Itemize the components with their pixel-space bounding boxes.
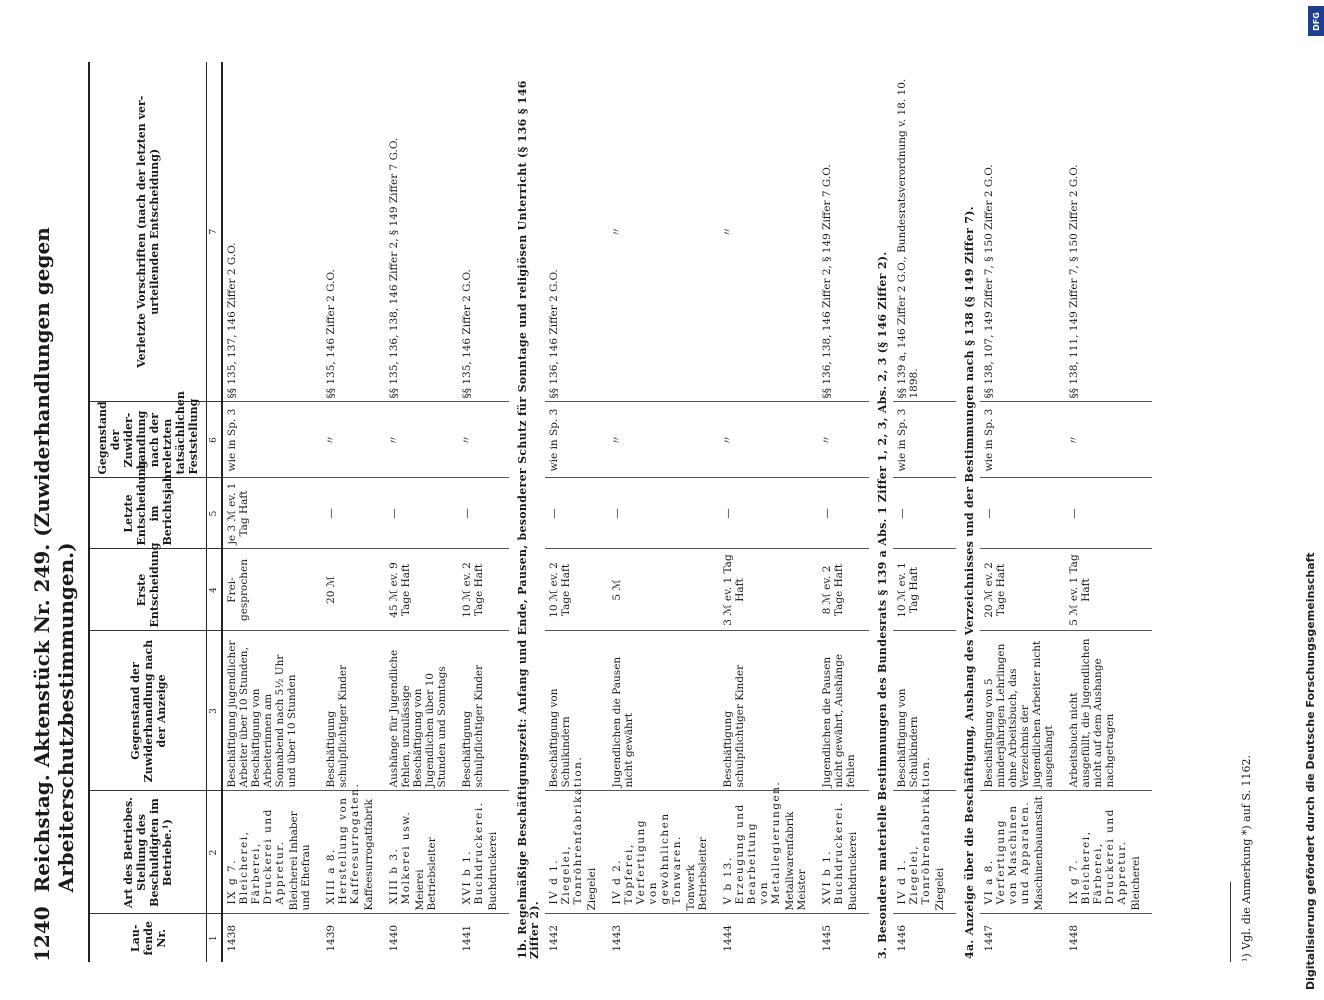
row-nr: 1448 xyxy=(1068,924,1080,952)
industry-label: XVI b 1. Buchdruckerei. xyxy=(461,801,485,905)
row-nr: 1444 xyxy=(722,924,734,952)
row-betrieb xyxy=(818,791,869,914)
row-offense: Beschäftigung von Schulkindern xyxy=(893,631,956,791)
row-nr: 1440 xyxy=(388,924,400,952)
row-nr: 1441 xyxy=(461,924,473,952)
row-fact: 〃 xyxy=(322,402,385,478)
row-law: §§ 138, 107, 149 Ziffer 7, § 150 Ziffer 2 G.O. xyxy=(980,62,1065,402)
row-last: — xyxy=(719,478,818,549)
row-first: 20 ℳ ev. 2 Tage Haft xyxy=(980,549,1065,631)
table-row xyxy=(719,62,818,962)
table-row xyxy=(385,62,458,962)
industry-label: IV d 1. Ziegelei, Tonröhrenfabrikation. xyxy=(896,755,932,905)
industry-label: IX g 7. Bleicherei, Färberei, Druckerei und Appretur. xyxy=(1068,808,1128,905)
row-nr: 1439 xyxy=(325,924,337,952)
col-header-vorschriften: Verletzte Vorschriften (nach der letzten ver-urteilenden Entscheidung) xyxy=(89,62,207,402)
person-label: Metallwarenfabrik Meister xyxy=(784,811,808,911)
section-heading-4: 4a. Anzeige über die Beschäftigung, Aushang des Verzeichnisses und der Bestimmungen nach § 138 (§ 149 Ziffer 7). xyxy=(963,206,976,959)
row-nr: 1445 xyxy=(821,924,833,952)
row-fact: 〃 xyxy=(719,402,818,478)
row-fact: wie in Sp. 3 xyxy=(545,402,608,478)
row-law: §§ 139 a, 146 Ziffer 2 G.O., Bundesratsverordnung v. 18. 10. 1898. xyxy=(893,62,956,402)
col-num: 4 xyxy=(207,549,223,631)
person-label: Ziegelei xyxy=(934,867,946,911)
col-header-letzte: Letzte Entscheidung im Berichtsjahre xyxy=(89,478,207,549)
column-number-row xyxy=(207,62,223,962)
table-row xyxy=(1065,62,1152,962)
row-first: 3 ℳ ev. 1 Tag Haft xyxy=(719,549,818,631)
industry-label: XIII a 8. Herstellung von Kaffeesurrogaten. xyxy=(325,782,361,905)
row-offense: Beschäftigung schulpflichtiger Kinder xyxy=(322,631,385,791)
row-first: 8 ℳ ev. 2 Tage Haft xyxy=(818,549,869,631)
row-nr: 1446 xyxy=(896,924,908,952)
table-row xyxy=(980,62,1065,962)
row-first: 45 ℳ ev. 9 Tage Haft xyxy=(385,549,458,631)
row-offense: Aushänge für Jugendliche fehlen, unzulässige Beschäftigung von Jugendlichen über 10 Stunden und Sonntags xyxy=(385,631,458,791)
row-fact: 〃 xyxy=(818,402,869,478)
row-first: 5 ℳ ev. 1 Tag Haft xyxy=(1065,549,1152,631)
row-last: — xyxy=(385,478,458,549)
row-last: — xyxy=(608,478,719,549)
row-law: §§ 135, 146 Ziffer 2 G.O. xyxy=(458,62,509,402)
footnote-rule xyxy=(1230,882,1231,962)
row-law: §§ 135, 137, 146 Ziffer 2 G.O. xyxy=(222,62,322,402)
row-betrieb xyxy=(458,791,509,914)
row-law: 〃 xyxy=(608,62,719,402)
row-first: 20 ℳ xyxy=(322,549,385,631)
row-fact: wie in Sp. 3 xyxy=(980,402,1065,478)
row-offense: Jugendlichen die Pausen nicht gewährt, Aushänge fehlen xyxy=(818,631,869,791)
row-first: 10 ℳ ev. 2 Tage Haft xyxy=(458,549,509,631)
row-last: je 3 ℳ ev. 1 Tag Haft xyxy=(222,478,322,549)
industry-label: V b 13. Erzeugung und Bearbeitung von Metallegierungen. xyxy=(722,780,782,905)
col-header-betrieb: Art des Betriebes. Stellung des Beschuldigten im Betriebe.¹) xyxy=(89,791,207,914)
table-row xyxy=(458,62,509,962)
row-last: — xyxy=(322,478,385,549)
industry-label: XVI b 1. Buchdruckerei. xyxy=(821,801,845,905)
table-row xyxy=(893,62,956,962)
person-label: Buchdruckerei xyxy=(847,831,859,911)
row-last: — xyxy=(458,478,509,549)
row-nr: 1443 xyxy=(611,924,623,952)
row-betrieb xyxy=(385,791,458,914)
row-offense: Beschäftigung jugendlicher Arbeiter über 10 Stunden, Beschäftigung von Arbeiterinnen am Sonnabend nach 5½ Uhr und über 10 Stunden xyxy=(222,631,322,791)
row-last: — xyxy=(893,478,956,549)
rotated-document-page xyxy=(30,62,1270,962)
row-betrieb xyxy=(545,755,608,914)
table-row xyxy=(222,62,322,962)
col-num: 1 xyxy=(207,914,223,962)
col-header-feststellung: Gegenstand der Zuwider-handlung nach der letzten tatsächlichen Feststellung xyxy=(89,402,207,478)
running-title: Reichstag. Aktenstück Nr. 249. (Zuwiderhandlungen gegen Arbeiterschutzbestimmungen.) xyxy=(30,227,78,893)
person-label: Bleicherei xyxy=(1130,856,1142,911)
col-num: 2 xyxy=(207,791,223,914)
row-law: §§ 136, 138, 146 Ziffer 2, § 149 Ziffer 7 G.O. xyxy=(818,62,869,402)
row-law: §§ 135, 146 Ziffer 2 G.O. xyxy=(322,62,385,402)
page-number: 1240 xyxy=(30,906,54,962)
row-betrieb xyxy=(893,755,956,914)
row-offense: Beschäftigung von Schulkindern xyxy=(545,631,608,791)
person-label: Ziegelei xyxy=(586,867,598,911)
col-header-nr: Lau-fende Nr. xyxy=(89,914,207,962)
row-fact: 〃 xyxy=(385,402,458,478)
row-offense: Jugendlichen die Pausen nicht gewährt xyxy=(608,631,719,791)
row-last: — xyxy=(1065,478,1152,549)
column-header-row xyxy=(89,62,207,962)
table-row xyxy=(608,62,719,962)
industry-label: IV d 2. Töpferei, Verfertigung von gewöhnlichen Tonwaren. xyxy=(611,812,683,905)
row-nr: 1442 xyxy=(548,924,560,952)
row-offense: Beschäftigung schulpflichtiger Kinder xyxy=(719,631,818,791)
violations-table xyxy=(88,62,1152,962)
industry-label: IX g 7. Bleicherei, Färberei, Druckerei und Appretur. xyxy=(226,808,286,905)
row-law: §§ 138, 111, 149 Ziffer 7, § 150 Ziffer 2 G.O. xyxy=(1065,62,1152,402)
row-betrieb xyxy=(980,791,1065,914)
section-heading-3: 3. Besondere materielle Bestimmungen des Bundesrats § 139 a Abs. 1 Ziffer 1, 2, 3, Abs. 2, 3 (§ 146 Ziffer 2). xyxy=(876,251,889,959)
person-label: Kaffeesurrogatfabrik xyxy=(363,799,375,911)
table-row xyxy=(818,62,869,962)
row-betrieb xyxy=(608,791,719,914)
row-law: §§ 135, 136, 138, 146 Ziffer 2, § 149 Ziffer 7 G.O. xyxy=(385,62,458,402)
row-betrieb xyxy=(719,780,818,914)
row-last: — xyxy=(980,478,1065,549)
table-row xyxy=(322,62,385,962)
industry-label: IV d 1. Ziegelei, Tonröhrenfabrikation. xyxy=(548,755,584,905)
row-law: 〃 xyxy=(719,62,818,402)
col-num: 6 xyxy=(207,402,223,478)
col-header-gegenstand: Gegenstand der Zuwiderhandlung nach der Anzeige xyxy=(89,631,207,791)
row-fact: wie in Sp. 3 xyxy=(222,402,322,478)
table-row xyxy=(545,62,608,962)
row-first: Frei-gesprochen xyxy=(222,549,322,631)
section-heading xyxy=(956,62,980,962)
row-betrieb xyxy=(322,782,385,914)
digitization-credit: Digitalisierung gefördert durch die Deutsche Forschungsgemeinschaft xyxy=(1304,552,1317,990)
row-nr: 1447 xyxy=(983,924,995,952)
person-label: Bleicherei Inhaber und Ehefrau xyxy=(288,811,312,911)
row-fact: 〃 xyxy=(458,402,509,478)
row-betrieb xyxy=(1065,791,1152,914)
page-header xyxy=(30,62,78,962)
industry-label: XIII b 3. Molkerei usw. xyxy=(388,810,412,905)
section-heading xyxy=(509,62,545,962)
footnote: ¹) Vgl. die Anmerkung *) auf S. 1162. xyxy=(1240,755,1253,962)
row-offense: Arbeitsbuch nicht ausgefüllt, die Jugendlichen nicht auf dem Aushange nachgetragen xyxy=(1065,631,1152,791)
dfg-logo-text: DFG xyxy=(1311,11,1321,31)
row-nr: 1438 xyxy=(226,924,238,952)
industry-label: VI a 8. Verfertigung von Maschinen und Apparaten. xyxy=(983,800,1031,905)
row-first: 5 ℳ xyxy=(608,549,719,631)
row-offense: Beschäftigung schulpflichtiger Kinder xyxy=(458,631,509,791)
row-fact: 〃 xyxy=(608,402,719,478)
person-label: Buchdruckerei xyxy=(487,831,499,911)
row-fact: 〃 xyxy=(1065,402,1152,478)
col-num: 3 xyxy=(207,631,223,791)
row-last: — xyxy=(818,478,869,549)
person-label: Maschinenbauanstalt xyxy=(1033,796,1045,911)
col-header-erste: Erste Entscheidung xyxy=(89,549,207,631)
row-law: §§ 136, 146 Ziffer 2 G.O. xyxy=(545,62,608,402)
row-first: 10 ℳ ev. 2 Tage Haft xyxy=(545,549,608,631)
row-betrieb xyxy=(222,791,322,914)
section-heading xyxy=(869,62,893,962)
person-label: Tonwerk Betriebsleiter xyxy=(685,837,709,911)
section-heading-b: 1b. Regelmäßige Beschäftigungszeit: Anfang und Ende, Pausen, besonderer Schutz für Sonntage und religiösen Unterricht (§ 136 § 146 Ziffer 2). xyxy=(516,80,541,959)
row-last: — xyxy=(545,478,608,549)
col-num: 5 xyxy=(207,478,223,549)
row-first: 10 ℳ ev. 1 Tag Haft xyxy=(893,549,956,631)
person-label: Meierei Betriebsleiter xyxy=(414,837,438,911)
row-offense: Beschäftigung von 5 minderjährigen Lehrlingen ohne Arbeitsbuch, das Verzeichnis der jugendlichen Arbeiter nicht ausgehängt xyxy=(980,631,1065,791)
dfg-logo xyxy=(1308,6,1324,36)
row-fact: wie in Sp. 3 xyxy=(893,402,956,478)
col-num: 7 xyxy=(207,62,223,402)
